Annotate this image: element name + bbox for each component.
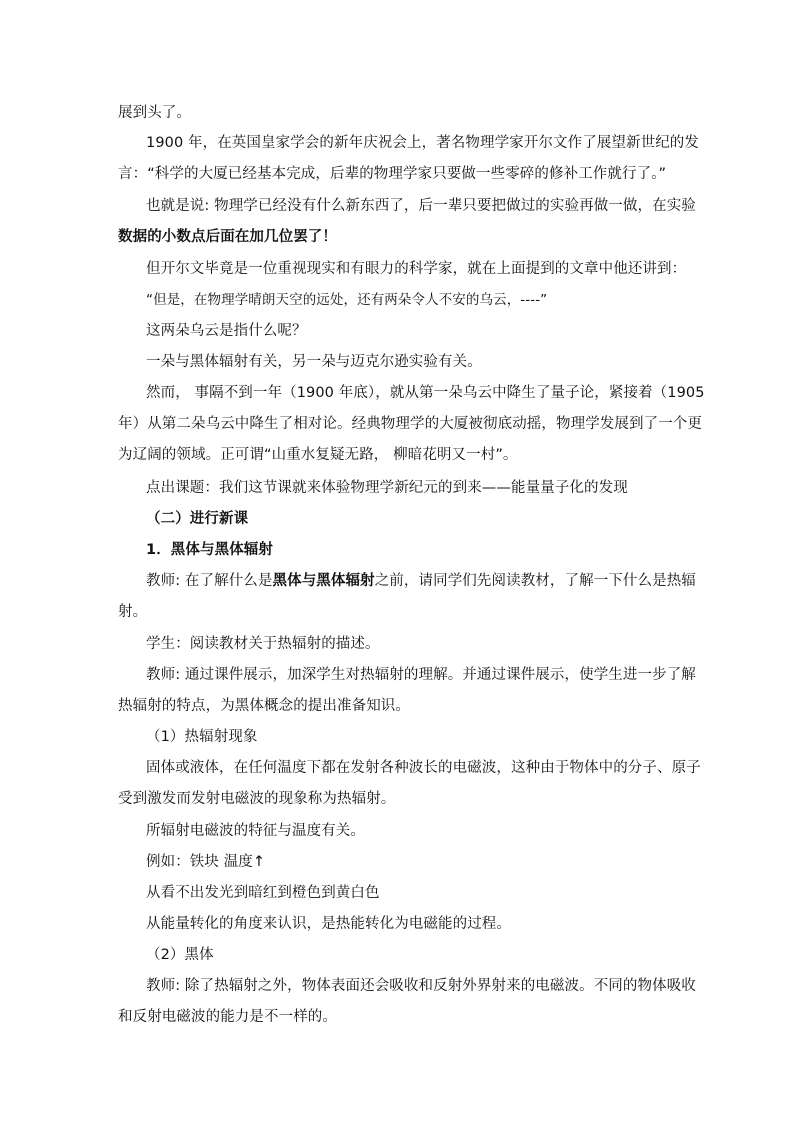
paragraph <box>118 971 696 1033</box>
text-line: 为辽阔的领域。正可谓“山重水复疑无路， 柳暗花明又一村”。 <box>118 447 518 463</box>
paragraph <box>118 254 687 285</box>
text-line: 学生：阅读教材关于热辐射的描述。 <box>146 636 380 652</box>
text-line: 年）从第二朵乌云中降生了相对论。经典物理学的大厦被彻底动摇，物理学发展到了一个更 <box>118 416 702 432</box>
quote <box>118 285 680 316</box>
text-line: 从看不出发光到暗红到橙色到黄白色 <box>146 885 380 901</box>
text-line: 也就是说: 物理学已经没有什么新东西了，后一辈只要把做过的实验再做一做，在实验 <box>146 198 696 214</box>
text-prefix: 教师: 在了解什么是 <box>146 573 273 589</box>
paragraph <box>118 847 680 878</box>
text-line: 从能量转化的角度来认识，是热能转化为电磁能的过程。 <box>146 916 511 932</box>
text-line: “但是，在物理学晴朗天空的远处，还有两朵令人不安的乌云，----” <box>146 292 548 308</box>
paragraph <box>118 816 680 847</box>
paragraph <box>118 378 705 471</box>
text-line: 但开尔文毕竟是一位重视现实和有眼力的科学家，就在上面提到的文章中他还讲到： <box>146 261 687 277</box>
paragraph <box>118 98 680 129</box>
text-line: 然而， 事隔不到一年（1900 年底），就从第一朵乌云中降生了量子论，紧接着（1905 <box>146 385 705 401</box>
text-line: 教师: 除了热辐射之外，物体表面还会吸收和反射外界射来的电磁波。不同的物体吸收 <box>146 978 696 994</box>
bold-term: 黑体与黑体辐射 <box>272 573 375 589</box>
text-line: 例如：铁块 温度↑ <box>146 854 266 870</box>
paragraph <box>118 660 696 722</box>
text-line: 展到头了。 <box>118 105 191 121</box>
text-line: 一朵与黑体辐射有关，另一朵与迈克尔逊实验有关。 <box>146 354 482 370</box>
text-line: 数据的小数点后面在加几位罢了！ <box>118 229 337 245</box>
text-line: 这两朵乌云是指什么呢？ <box>146 323 307 339</box>
subsection-heading <box>118 722 680 753</box>
paragraph <box>118 909 680 940</box>
paragraph <box>118 316 680 347</box>
paragraph-topic <box>118 473 680 504</box>
paragraph <box>118 566 696 628</box>
section-heading <box>118 504 680 535</box>
subsection-heading <box>118 535 680 566</box>
text-line: 射。 <box>118 604 148 620</box>
text-suffix: 之前，请同学们先阅读教材，了解一下什么是热辐 <box>374 573 696 589</box>
text-line: 固体或液体，在任何温度下都在发射各种波长的电磁波，这种由于物体中的分子、原子 <box>146 760 701 776</box>
text-line: 热辐射的特点，为黑体概念的提出准备知识。 <box>118 698 410 714</box>
paragraph-kelvin-speech <box>118 128 700 190</box>
text-line: 所辐射电磁波的特征与温度有关。 <box>146 823 365 839</box>
text-line: （1）热辐射现象 <box>146 729 258 745</box>
subsection-heading <box>118 940 680 971</box>
text-line: 言：“科学的大厦已经基本完成，后辈的物理学家只要做一些零碎的修补工作就行了。” <box>118 166 667 182</box>
text-line: （2）黑体 <box>146 947 214 963</box>
paragraph <box>118 629 680 660</box>
paragraph <box>118 191 696 253</box>
text-line: 教师: 通过课件展示，加深学生对热辐射的理解。并通过课件展示，使学生进一步了解 <box>146 667 696 683</box>
text-line: 1900 年，在英国皇家学会的新年庆祝会上，著名物理学家开尔文作了展望新世纪的发 <box>146 135 700 151</box>
text-line: 受到激发而发射电磁波的现象称为热辐射。 <box>118 791 396 807</box>
paragraph <box>118 878 680 909</box>
text-line: 和反射电磁波的能力是不一样的。 <box>118 1009 337 1025</box>
paragraph <box>118 347 680 378</box>
text-line: 1．黑体与黑体辐射 <box>146 542 273 558</box>
paragraph <box>118 753 701 815</box>
text-line: 点出课题：我们这节课就来体验物理学新纪元的到来——能量量子化的发现 <box>146 480 628 496</box>
text-line: （二）进行新课 <box>146 511 249 527</box>
